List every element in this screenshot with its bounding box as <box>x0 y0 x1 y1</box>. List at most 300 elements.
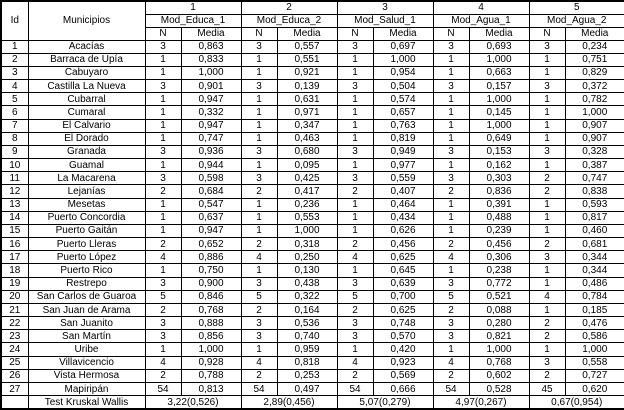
media-cell: 0,238 <box>469 264 529 277</box>
n-cell: 3 <box>337 172 373 185</box>
n-cell: 1 <box>433 106 469 119</box>
municipio-cell: Castilla La Nueva <box>28 80 145 93</box>
media-cell: 1,000 <box>277 224 337 237</box>
media-cell: 0,344 <box>565 251 624 264</box>
n-cell: 1 <box>529 119 565 132</box>
test-label-cell: Test Kruskal Wallis <box>28 396 145 409</box>
n-cell: 4 <box>145 356 181 369</box>
row-id-cell: 15 <box>1 224 28 237</box>
municipio-cell: Puerto Lleras <box>28 238 145 251</box>
media-cell: 0,740 <box>277 330 337 343</box>
test-value-cell: 2,89(0,456) <box>241 396 337 409</box>
row-id-cell: 18 <box>1 264 28 277</box>
n-cell: 3 <box>241 172 277 185</box>
row-id-cell: 5 <box>1 93 28 106</box>
media-cell: 0,788 <box>181 369 241 382</box>
n-cell: 3 <box>433 317 469 330</box>
group-name-header: Mod_Educa_2 <box>241 14 337 27</box>
municipio-cell: El Dorado <box>28 132 145 145</box>
n-cell: 1 <box>241 93 277 106</box>
n-cell: 3 <box>241 40 277 53</box>
id-column-header: Id <box>1 1 28 40</box>
n-cell: 1 <box>145 159 181 172</box>
media-cell: 0,387 <box>565 159 624 172</box>
test-value-cell: 5,07(0,279) <box>337 396 433 409</box>
n-cell: 5 <box>433 290 469 303</box>
media-cell: 0,145 <box>469 106 529 119</box>
row-id-cell: 11 <box>1 172 28 185</box>
n-cell: 3 <box>337 40 373 53</box>
media-cell: 0,637 <box>181 211 241 224</box>
media-cell: 1,000 <box>565 343 624 356</box>
table-row <box>1 132 624 145</box>
n-cell: 4 <box>337 251 373 264</box>
media-cell: 0,185 <box>565 303 624 316</box>
municipio-cell: Puerto Concordia <box>28 211 145 224</box>
n-cell: 1 <box>241 211 277 224</box>
media-cell: 0,846 <box>181 290 241 303</box>
n-cell: 1 <box>145 53 181 66</box>
group-name-header: Mod_Agua_1 <box>433 14 529 27</box>
media-cell: 0,666 <box>373 382 433 395</box>
media-cell: 0,602 <box>469 369 529 382</box>
media-cell: 0,900 <box>181 277 241 290</box>
media-cell: 0,947 <box>181 224 241 237</box>
media-cell: 0,747 <box>565 172 624 185</box>
table-row <box>1 238 624 251</box>
municipio-cell: San Juanito <box>28 317 145 330</box>
n-cell: 3 <box>241 330 277 343</box>
n-cell: 3 <box>337 330 373 343</box>
media-cell: 0,657 <box>373 106 433 119</box>
media-cell: 0,417 <box>277 185 337 198</box>
media-cell: 0,768 <box>181 303 241 316</box>
row-id-cell: 3 <box>1 66 28 79</box>
n-cell: 1 <box>433 224 469 237</box>
media-cell: 0,157 <box>469 80 529 93</box>
group-name-header: Mod_Agua_2 <box>529 14 624 27</box>
municipio-cell: Vista Hermosa <box>28 369 145 382</box>
media-cell: 0,234 <box>565 40 624 53</box>
media-cell: 0,391 <box>469 198 529 211</box>
n-cell: 1 <box>337 53 373 66</box>
media-cell: 0,625 <box>373 251 433 264</box>
media-cell: 0,236 <box>277 198 337 211</box>
n-cell: 1 <box>337 93 373 106</box>
media-cell: 0,625 <box>373 303 433 316</box>
municipio-cell: Puerto López <box>28 251 145 264</box>
media-cell: 0,438 <box>277 277 337 290</box>
n-cell: 45 <box>529 382 565 395</box>
row-id-cell: 25 <box>1 356 28 369</box>
row-id-cell: 14 <box>1 211 28 224</box>
n-cell: 1 <box>529 66 565 79</box>
n-subheader: N <box>433 27 469 40</box>
n-cell: 4 <box>529 290 565 303</box>
n-subheader: N <box>241 27 277 40</box>
media-cell: 0,836 <box>469 185 529 198</box>
n-cell: 2 <box>433 238 469 251</box>
n-cell: 2 <box>241 369 277 382</box>
table-row <box>1 382 624 395</box>
media-cell: 0,829 <box>565 66 624 79</box>
table-row <box>1 198 624 211</box>
media-cell: 0,303 <box>469 172 529 185</box>
media-cell: 0,344 <box>565 264 624 277</box>
media-cell: 0,347 <box>277 119 337 132</box>
media-cell: 1,000 <box>469 93 529 106</box>
municipio-cell: Cumaral <box>28 106 145 119</box>
row-id-cell: 8 <box>1 132 28 145</box>
n-cell: 1 <box>433 211 469 224</box>
n-cell: 1 <box>145 119 181 132</box>
municipio-cell: Puerto Rico <box>28 264 145 277</box>
n-cell: 3 <box>433 80 469 93</box>
media-cell: 0,652 <box>181 238 241 251</box>
media-cell: 0,697 <box>373 40 433 53</box>
n-cell: 3 <box>337 145 373 158</box>
media-cell: 0,521 <box>469 290 529 303</box>
test-value-cell: 4,97(0,267) <box>433 396 529 409</box>
media-cell: 0,559 <box>373 172 433 185</box>
media-cell: 0,763 <box>373 119 433 132</box>
n-cell: 5 <box>241 290 277 303</box>
n-cell: 2 <box>433 185 469 198</box>
media-cell: 0,856 <box>181 330 241 343</box>
n-cell: 1 <box>241 159 277 172</box>
n-cell: 1 <box>337 198 373 211</box>
municipio-cell: Cabuyaro <box>28 66 145 79</box>
media-cell: 0,569 <box>373 369 433 382</box>
n-cell: 4 <box>337 356 373 369</box>
media-cell: 0,528 <box>469 382 529 395</box>
n-cell: 1 <box>241 53 277 66</box>
media-cell: 1,000 <box>181 343 241 356</box>
table-row <box>1 93 624 106</box>
n-cell: 2 <box>529 185 565 198</box>
n-cell: 2 <box>145 369 181 382</box>
n-cell: 54 <box>241 382 277 395</box>
row-id-cell: 21 <box>1 303 28 316</box>
media-cell: 0,923 <box>373 356 433 369</box>
n-cell: 1 <box>145 66 181 79</box>
n-cell: 1 <box>337 106 373 119</box>
n-cell: 1 <box>241 132 277 145</box>
n-cell: 3 <box>529 251 565 264</box>
test-value-cell: 3,22(0,526) <box>145 396 241 409</box>
media-cell: 0,328 <box>565 145 624 158</box>
media-subheader: Media <box>181 27 241 40</box>
table-row <box>1 185 624 198</box>
n-cell: 3 <box>529 40 565 53</box>
media-cell: 0,460 <box>565 224 624 237</box>
group-name-header: Mod_Educa_1 <box>145 14 241 27</box>
media-cell: 0,833 <box>181 53 241 66</box>
media-cell: 0,306 <box>469 251 529 264</box>
media-cell: 0,162 <box>469 159 529 172</box>
n-cell: 1 <box>433 264 469 277</box>
media-cell: 0,977 <box>373 159 433 172</box>
media-cell: 0,497 <box>277 382 337 395</box>
n-cell: 1 <box>433 66 469 79</box>
n-cell: 54 <box>433 382 469 395</box>
media-cell: 0,476 <box>565 317 624 330</box>
media-cell: 0,253 <box>277 369 337 382</box>
media-cell: 0,907 <box>565 119 624 132</box>
media-cell: 0,456 <box>469 238 529 251</box>
table-row <box>1 369 624 382</box>
n-cell: 1 <box>529 211 565 224</box>
n-cell: 2 <box>145 185 181 198</box>
row-id-cell: 16 <box>1 238 28 251</box>
media-cell: 0,130 <box>277 264 337 277</box>
table-row <box>1 356 624 369</box>
media-cell: 0,936 <box>181 145 241 158</box>
media-cell: 0,727 <box>565 369 624 382</box>
row-id-cell: 23 <box>1 330 28 343</box>
municipio-cell: Granada <box>28 145 145 158</box>
n-cell: 2 <box>529 330 565 343</box>
table-row <box>1 66 624 79</box>
table-row <box>1 53 624 66</box>
n-cell: 1 <box>529 159 565 172</box>
media-cell: 0,553 <box>277 211 337 224</box>
municipio-cell: San Carlos de Guaroa <box>28 290 145 303</box>
n-cell: 2 <box>241 238 277 251</box>
municipio-cell: Uribe <box>28 343 145 356</box>
n-cell: 54 <box>337 382 373 395</box>
n-cell: 1 <box>529 93 565 106</box>
media-cell: 0,907 <box>565 132 624 145</box>
media-cell: 0,239 <box>469 224 529 237</box>
n-cell: 1 <box>529 277 565 290</box>
media-cell: 0,750 <box>181 264 241 277</box>
group-name-header: Mod_Salud_1 <box>337 14 433 27</box>
media-cell: 0,318 <box>277 238 337 251</box>
n-cell: 1 <box>241 264 277 277</box>
n-cell: 1 <box>241 119 277 132</box>
table-row <box>1 264 624 277</box>
n-cell: 1 <box>145 224 181 237</box>
table-row <box>1 80 624 93</box>
row-id-cell: 26 <box>1 369 28 382</box>
row-id-cell: 1 <box>1 40 28 53</box>
media-cell: 0,586 <box>565 330 624 343</box>
media-cell: 0,420 <box>373 343 433 356</box>
n-cell: 2 <box>337 238 373 251</box>
n-cell: 1 <box>337 224 373 237</box>
n-cell: 3 <box>241 277 277 290</box>
row-id-cell: 19 <box>1 277 28 290</box>
n-cell: 2 <box>337 369 373 382</box>
media-cell: 0,574 <box>373 93 433 106</box>
media-cell: 0,639 <box>373 277 433 290</box>
table-row <box>1 303 624 316</box>
n-cell: 1 <box>145 343 181 356</box>
media-cell: 0,551 <box>277 53 337 66</box>
municipio-cell: Acacías <box>28 40 145 53</box>
n-cell: 2 <box>337 303 373 316</box>
media-cell: 0,088 <box>469 303 529 316</box>
media-cell: 0,818 <box>277 356 337 369</box>
table-row <box>1 251 624 264</box>
municipio-cell: El Calvario <box>28 119 145 132</box>
n-cell: 1 <box>145 264 181 277</box>
n-cell: 1 <box>529 303 565 316</box>
media-subheader: Media <box>277 27 337 40</box>
n-cell: 3 <box>337 317 373 330</box>
n-cell: 3 <box>145 40 181 53</box>
media-cell: 0,947 <box>181 93 241 106</box>
table-row <box>1 330 624 343</box>
media-cell: 0,971 <box>277 106 337 119</box>
test-value-cell: 0,67(0,954) <box>529 396 624 409</box>
n-cell: 1 <box>241 224 277 237</box>
media-cell: 0,821 <box>469 330 529 343</box>
media-cell: 0,598 <box>181 172 241 185</box>
n-cell: 1 <box>241 106 277 119</box>
row-id-cell: 20 <box>1 290 28 303</box>
n-cell: 4 <box>241 356 277 369</box>
media-cell: 0,649 <box>469 132 529 145</box>
media-cell: 0,504 <box>373 80 433 93</box>
n-cell: 4 <box>145 251 181 264</box>
media-cell: 1,000 <box>373 53 433 66</box>
table-row <box>1 172 624 185</box>
n-cell: 1 <box>433 53 469 66</box>
media-cell: 0,322 <box>277 290 337 303</box>
media-cell: 0,620 <box>565 382 624 395</box>
media-cell: 0,536 <box>277 317 337 330</box>
group-number-header: 2 <box>241 1 337 14</box>
n-cell: 4 <box>433 251 469 264</box>
table-row <box>1 290 624 303</box>
table-row <box>1 119 624 132</box>
media-cell: 0,784 <box>565 290 624 303</box>
row-id-cell: 7 <box>1 119 28 132</box>
n-cell: 1 <box>529 224 565 237</box>
media-cell: 0,547 <box>181 198 241 211</box>
n-cell: 2 <box>433 369 469 382</box>
test-id-empty-cell <box>1 396 28 409</box>
n-cell: 3 <box>433 145 469 158</box>
n-cell: 1 <box>241 66 277 79</box>
media-cell: 0,456 <box>373 238 433 251</box>
media-cell: 0,372 <box>565 80 624 93</box>
media-cell: 0,681 <box>565 238 624 251</box>
n-cell: 54 <box>145 382 181 395</box>
media-cell: 0,463 <box>277 132 337 145</box>
n-cell: 1 <box>337 211 373 224</box>
n-cell: 2 <box>433 303 469 316</box>
n-cell: 3 <box>529 356 565 369</box>
municipio-cell: Villavicencio <box>28 356 145 369</box>
n-cell: 2 <box>529 317 565 330</box>
n-cell: 2 <box>241 185 277 198</box>
media-cell: 0,164 <box>277 303 337 316</box>
n-subheader: N <box>337 27 373 40</box>
media-cell: 0,139 <box>277 80 337 93</box>
media-cell: 1,000 <box>469 119 529 132</box>
n-cell: 4 <box>241 251 277 264</box>
n-cell: 3 <box>433 277 469 290</box>
media-cell: 0,782 <box>565 93 624 106</box>
n-cell: 2 <box>529 238 565 251</box>
media-cell: 0,486 <box>565 277 624 290</box>
media-cell: 0,886 <box>181 251 241 264</box>
n-cell: 3 <box>241 80 277 93</box>
test-row <box>1 396 624 409</box>
media-cell: 0,901 <box>181 80 241 93</box>
group-number-header: 3 <box>337 1 433 14</box>
table-body <box>1 40 624 409</box>
n-cell: 2 <box>145 238 181 251</box>
municipio-cell: Barraca de Upía <box>28 53 145 66</box>
row-id-cell: 6 <box>1 106 28 119</box>
n-cell: 4 <box>433 356 469 369</box>
n-cell: 1 <box>145 211 181 224</box>
n-cell: 3 <box>337 80 373 93</box>
n-cell: 3 <box>337 277 373 290</box>
group-number-header: 4 <box>433 1 529 14</box>
n-cell: 3 <box>433 172 469 185</box>
table-row <box>1 224 624 237</box>
media-cell: 0,593 <box>565 198 624 211</box>
n-cell: 3 <box>145 330 181 343</box>
n-cell: 1 <box>529 53 565 66</box>
n-cell: 3 <box>241 145 277 158</box>
n-cell: 1 <box>529 132 565 145</box>
media-subheader: Media <box>469 27 529 40</box>
row-id-cell: 9 <box>1 145 28 158</box>
n-cell: 3 <box>529 145 565 158</box>
n-cell: 3 <box>529 80 565 93</box>
municipio-cell: Guamal <box>28 159 145 172</box>
table-header <box>1 1 624 40</box>
group-number-header: 5 <box>529 1 624 14</box>
n-cell: 1 <box>145 132 181 145</box>
media-cell: 0,558 <box>565 356 624 369</box>
n-cell: 1 <box>337 132 373 145</box>
media-cell: 0,959 <box>277 343 337 356</box>
table-row <box>1 106 624 119</box>
n-cell: 1 <box>145 93 181 106</box>
media-cell: 0,570 <box>373 330 433 343</box>
media-cell: 0,819 <box>373 132 433 145</box>
media-cell: 0,768 <box>469 356 529 369</box>
media-cell: 0,663 <box>469 66 529 79</box>
n-cell: 1 <box>529 343 565 356</box>
n-cell: 1 <box>433 159 469 172</box>
n-cell: 1 <box>529 106 565 119</box>
media-cell: 1,000 <box>469 53 529 66</box>
n-cell: 2 <box>529 369 565 382</box>
n-cell: 5 <box>337 290 373 303</box>
n-cell: 3 <box>145 172 181 185</box>
media-cell: 0,863 <box>181 40 241 53</box>
n-cell: 1 <box>433 132 469 145</box>
media-cell: 0,680 <box>277 145 337 158</box>
table-row <box>1 159 624 172</box>
n-cell: 1 <box>433 343 469 356</box>
n-subheader: N <box>145 27 181 40</box>
n-cell: 1 <box>241 198 277 211</box>
media-cell: 0,813 <box>181 382 241 395</box>
row-id-cell: 17 <box>1 251 28 264</box>
row-id-cell: 24 <box>1 343 28 356</box>
municipio-cell: San Juan de Arama <box>28 303 145 316</box>
n-cell: 3 <box>433 330 469 343</box>
